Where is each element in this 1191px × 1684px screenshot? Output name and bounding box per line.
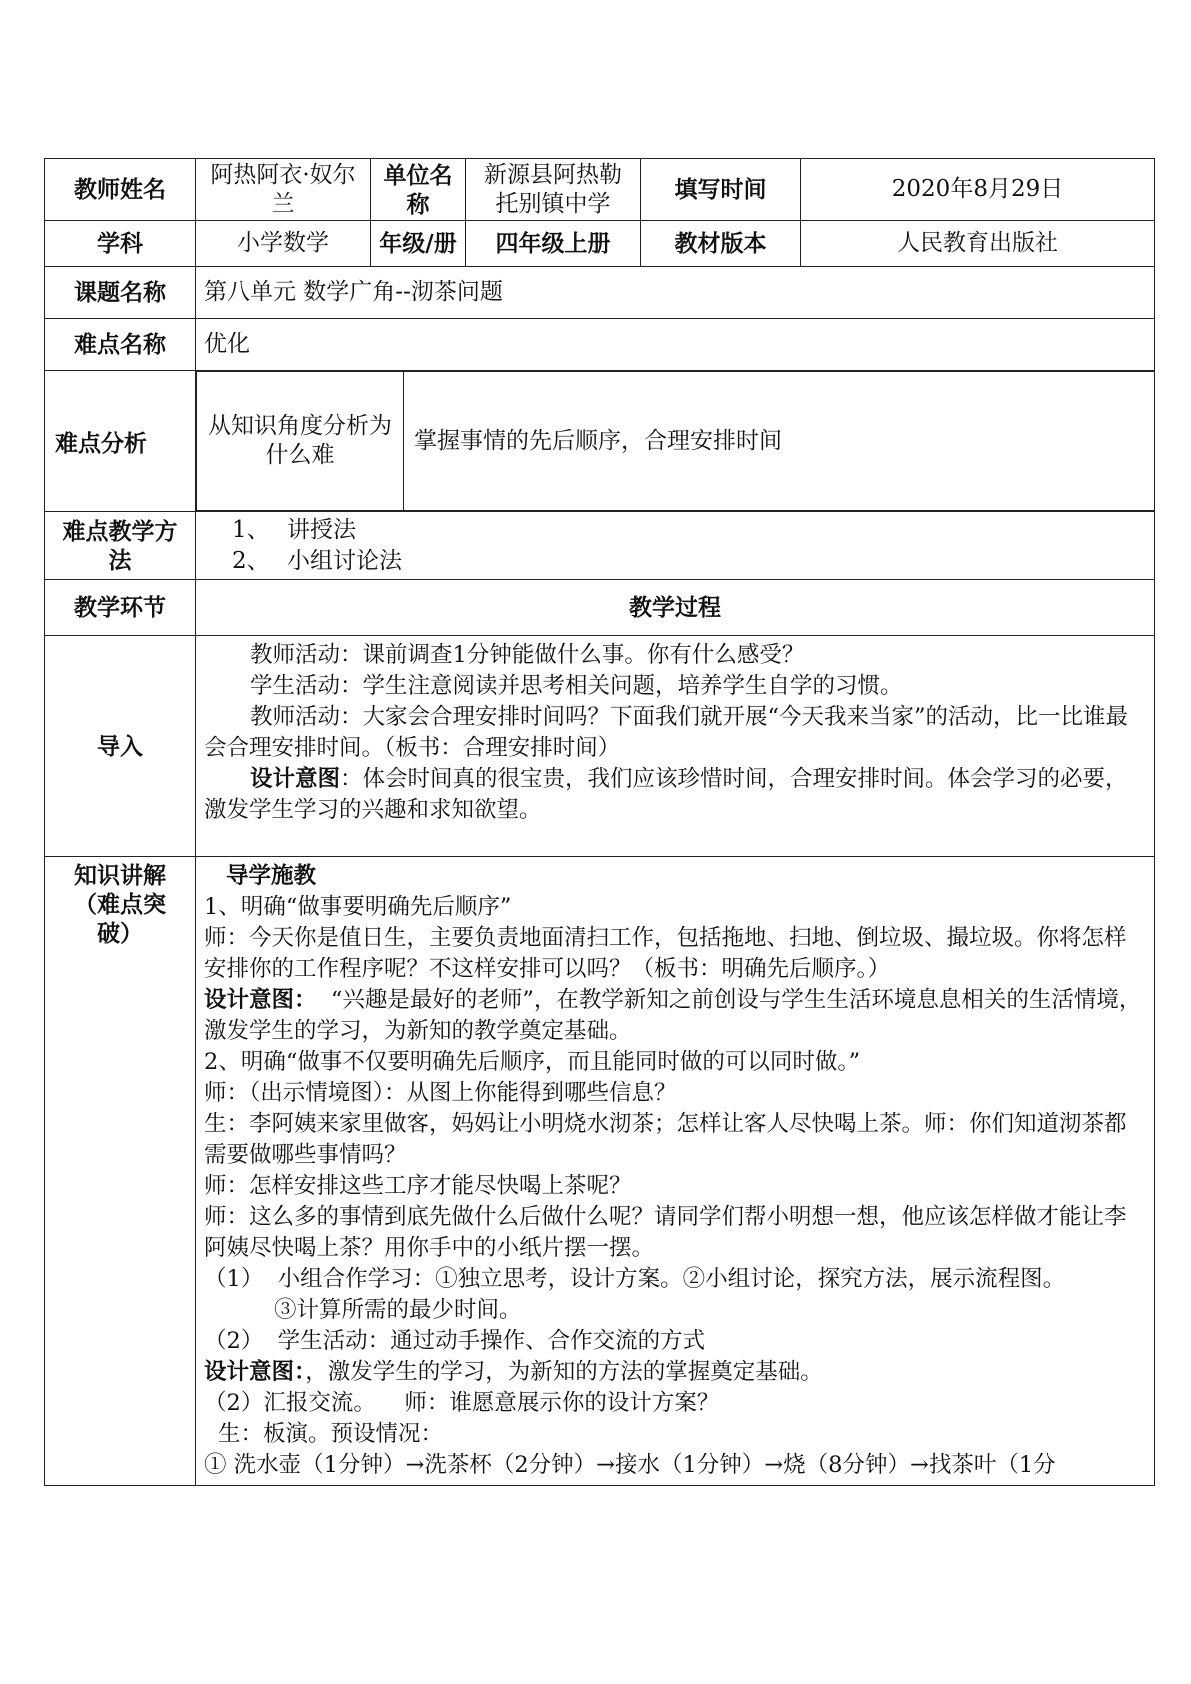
difficulty-row — [45, 319, 1155, 371]
methods-list — [196, 512, 1155, 580]
teacher-name-label: 教师姓名 — [45, 159, 196, 221]
methods-label: 难点教学方法 — [45, 512, 196, 580]
edition-value: 人民教育出版社 — [801, 221, 1155, 267]
info-row-1 — [45, 159, 1155, 221]
grade-label: 年级/册 — [371, 221, 466, 267]
date-value: 2020年8月29日 — [801, 159, 1155, 221]
unit-name-label: 单位名称 — [371, 159, 466, 221]
knowledge-label: 知识讲解（难点突破） — [45, 857, 196, 1486]
intro-row — [45, 636, 1155, 857]
date-label: 填写时间 — [641, 159, 801, 221]
difficulty-label: 难点名称 — [45, 319, 196, 371]
process-header-row — [45, 580, 1155, 636]
info-row-2 — [45, 221, 1155, 267]
analysis-label: 难点分析 — [45, 371, 196, 512]
lesson-plan-sheet — [44, 158, 1154, 1486]
knowledge-title: 导学施教 — [226, 863, 317, 889]
analysis-inner — [196, 371, 1154, 511]
analysis-row — [45, 371, 1155, 512]
knowledge-content: 导学施教 1、明确“做事要明确先后顺序” 师：今天你是值日生，主要负责地面清扫工作，包括拖地、扫地、倒垃圾、撮垃圾。你将怎样安排你的工作程序呢？不这样安排可以吗？（板书：明确先后顺序。） 设计意图： “兴趣是最好的老师”，在教学新知之前创设与学生生活环境息息相关的生活情境，激发学生的学习，为新知的教学奠定基础。 2、明确“做事不仅要明确先后顺序，而且能同时做的可以同时做。” 师：（出示情境图）：从图上你能得到哪些信息？ 生：李阿姨来家里做客，妈妈让小明烧水沏茶；怎样让客人尽快喝上茶。师：你们知道沏茶都需要做哪些事情吗？ 师：怎样安排这些工序才能尽快喝上茶呢？ 师：这么多的事情到底先做什么后做什么呢？请同学们帮小明想一想，他应该怎样做才能让李阿姨尽快喝上茶？用你手中的小纸片摆一摆。 （1） 小组合作学习：①独立思考，设计方案。②小组讨论，探究方法，展示流程图。 ③计算所需的最少时间。 （2） 学生活动：通过动手操作、合作交流的方式 设计意图：，激发学生的学习，为新知的方法的掌握奠定基础。 （2）汇报交流。 师：谁愿意展示你的设计方案？ 生：板演。预设情况： ① 洗水壶（1分钟）→洗茶杯（2分钟）→接水（1分钟）→烧（8分钟）→找茶叶（1分 — [196, 857, 1155, 1486]
method-item: 2、 小组讨论法 — [232, 547, 402, 574]
unit-name-value: 新源县阿热勒托别镇中学 — [466, 159, 641, 221]
topic-row — [45, 267, 1155, 319]
difficulty-value: 优化 — [196, 319, 1155, 371]
subject-value: 小学数学 — [196, 221, 371, 267]
analysis-value: 掌握事情的先后顺序，合理安排时间 — [404, 372, 1155, 511]
topic-label: 课题名称 — [45, 267, 196, 319]
analysis-sub-label: 从知识角度分析为什么难 — [197, 372, 404, 511]
lesson-plan-table — [44, 158, 1155, 1486]
method-item: 1、 讲授法 — [232, 516, 356, 543]
subject-label: 学科 — [45, 221, 196, 267]
intro-label: 导入 — [45, 636, 196, 857]
process-label: 教学过程 — [196, 580, 1155, 636]
stage-label: 教学环节 — [45, 580, 196, 636]
teacher-name-value: 阿热阿衣·奴尔兰 — [196, 159, 371, 221]
topic-value: 第八单元 数学广角--沏茶问题 — [196, 267, 1155, 319]
methods-row — [45, 512, 1155, 580]
knowledge-row — [45, 857, 1155, 1486]
intro-content: 教师活动：课前调查1分钟能做什么事。你有什么感受？ 学生活动：学生注意阅读并思考相关问题，培养学生自学的习惯。 教师活动：大家会合理安排时间吗？下面我们就开展“今天我来当家”的活动，比一比谁最会合理安排时间。（板书：合理安排时间） 设计意图：体会时间真的很宝贵，我们应该珍惜时间，合理安排时间。体会学习的必要，激发学生学习的兴趣和求知欲望。 — [196, 636, 1155, 857]
grade-value: 四年级上册 — [466, 221, 641, 267]
edition-label: 教材版本 — [641, 221, 801, 267]
